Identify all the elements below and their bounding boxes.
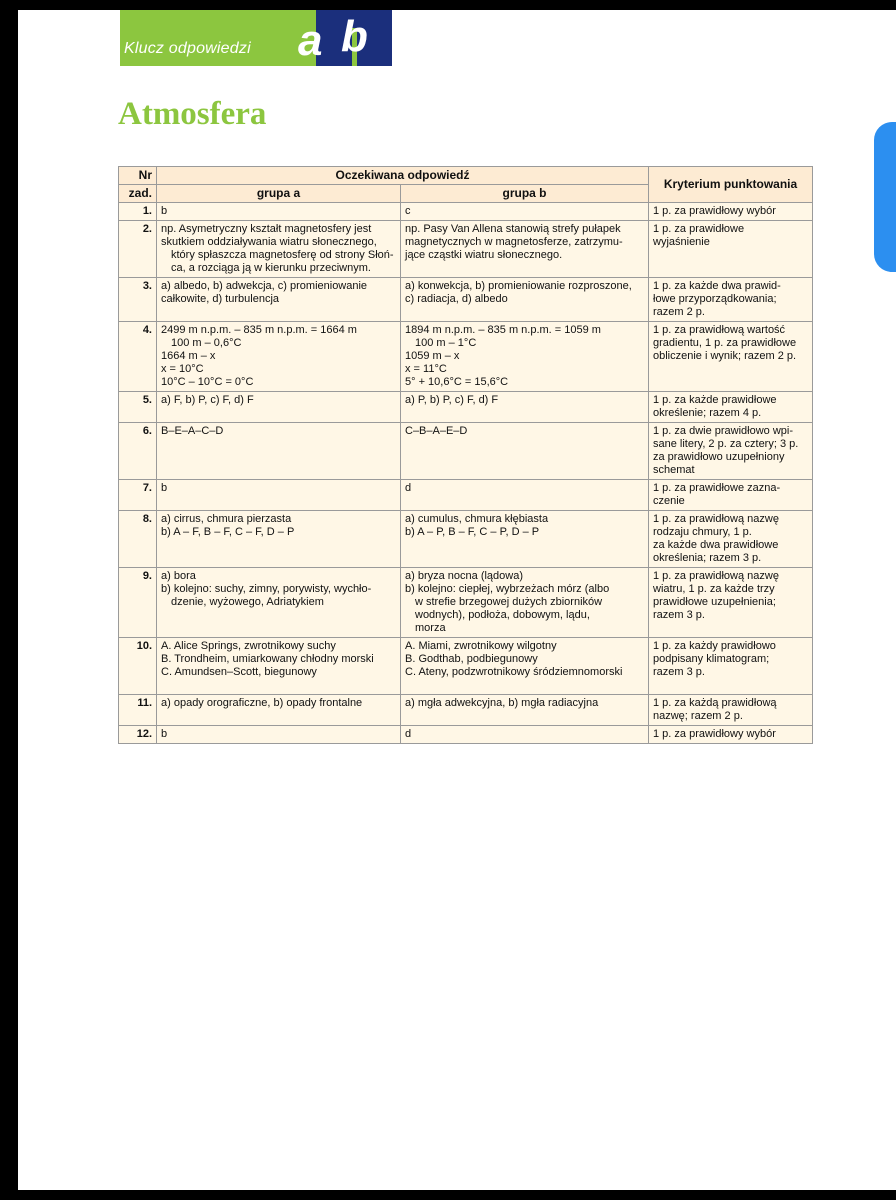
task-number: 1. (119, 203, 157, 221)
cell-line: a) cirrus, chmura pierzasta (161, 513, 292, 525)
cell-line: 5° + 10,6°C = 15,6°C (405, 376, 509, 388)
scoring-criterion (649, 203, 813, 221)
cell-line: x = 10°C (161, 363, 204, 375)
header-criteria: Kryterium punktowania (649, 167, 813, 203)
cell-line: a) albedo, b) adwekcja, c) promieniowanie (161, 280, 368, 292)
cell-line: 1 p. za prawidłową nazwę (653, 570, 779, 582)
answer-group-b (401, 568, 649, 638)
cell-line: d (405, 728, 412, 740)
cell-spacer (405, 679, 644, 692)
cell-line: razem 3 p. (653, 666, 705, 678)
task-number: 9. (119, 568, 157, 638)
cell-line: 1 p. za prawidłową nazwę (653, 513, 779, 525)
answer-group-a (157, 726, 401, 744)
task-number: 4. (119, 322, 157, 392)
cell-line: 1 p. za prawidłowe zazna- (653, 482, 781, 494)
scoring-criterion (649, 480, 813, 511)
cell-line: magnetycznych w magnetosferze, zatrzymu- (405, 236, 623, 248)
banner-label: Klucz odpowiedzi (124, 40, 251, 57)
answer-group-a (157, 638, 401, 695)
task-number: 2. (119, 221, 157, 278)
cell-line: a) opady orograficzne, b) opady frontalne (161, 697, 363, 709)
table-row (119, 480, 813, 511)
cell-line: A. Alice Springs, zwrotnikowy suchy (161, 640, 336, 652)
cell-line: b) kolejno: ciepłej, wybrzeżach mórz (albo (405, 583, 610, 595)
cell-line: a) cumulus, chmura kłębiasta (405, 513, 549, 525)
cell-line: sane litery, 2 p. za cztery; 3 p. (653, 438, 799, 450)
cell-line: schemat (653, 464, 695, 476)
cell-line: b (161, 205, 168, 217)
cell-line: np. Pasy Van Allena stanowią strefy pułapek (405, 223, 621, 235)
cell-line: obliczenie i wynik; razem 2 p. (653, 350, 797, 362)
cell-line: 100 m – 0,6°C (171, 337, 242, 349)
answer-group-b (401, 726, 649, 744)
task-number: 8. (119, 511, 157, 568)
cell-spacer (405, 710, 644, 723)
cell-line: 1059 m – x (405, 350, 460, 362)
cell-line: a) bora (161, 570, 196, 582)
cell-spacer (161, 710, 396, 723)
cell-line: całkowite, d) turbulencja (161, 293, 280, 305)
answer-group-a (157, 695, 401, 726)
cell-spacer (161, 306, 396, 319)
table-row (119, 278, 813, 322)
cell-line: a) bryza nocna (lądowa) (405, 570, 524, 582)
cell-line: czenie (653, 495, 685, 507)
page-title: Atmosfera (118, 96, 267, 132)
cell-line: x = 11°C (405, 363, 447, 375)
scoring-criterion (649, 221, 813, 278)
cell-line: b (161, 728, 168, 740)
cell-line: 10°C – 10°C = 0°C (161, 376, 254, 388)
cell-line: 1894 m n.p.m. – 835 m n.p.m. = 1059 m (405, 324, 601, 336)
scoring-criterion (649, 278, 813, 322)
cell-line: d (405, 482, 412, 494)
answer-group-a (157, 511, 401, 568)
cell-line: nazwę; razem 2 p. (653, 710, 743, 722)
table-row (119, 511, 813, 568)
scoring-criterion (649, 423, 813, 480)
task-number: 10. (119, 638, 157, 695)
cell-line: 2499 m n.p.m. – 835 m n.p.m. = 1664 m (161, 324, 357, 336)
cell-line: a) P, b) P, c) F, d) F (405, 394, 499, 406)
answer-group-a (157, 392, 401, 423)
cell-line: A. Miami, zwrotnikowy wilgotny (405, 640, 557, 652)
cell-line: za prawidłowo uzupełniony (653, 451, 785, 463)
table-body (119, 203, 813, 744)
table-row (119, 423, 813, 480)
cell-line: b) A – P, B – F, C – P, D – P (405, 526, 540, 538)
header-group-b: grupa b (401, 185, 649, 203)
cell-line: rodzaju chmury, 1 p. (653, 526, 752, 538)
cell-line: B. Trondheim, umiarkowany chłodny morski (161, 653, 374, 665)
answer-group-a (157, 423, 401, 480)
cell-line: wyjaśnienie (653, 236, 710, 248)
cell-line: razem 2 p. (653, 306, 705, 318)
task-number: 7. (119, 480, 157, 511)
answer-group-b (401, 322, 649, 392)
scoring-criterion (649, 392, 813, 423)
cell-line: dzenie, wyżowego, Adriatykiem (171, 596, 324, 608)
table-row (119, 203, 813, 221)
cell-line: 1664 m – x (161, 350, 216, 362)
document-page (18, 10, 896, 1190)
cell-line: c (405, 205, 411, 217)
cell-line: który spłaszcza magnetosferę od strony Słoń- (171, 249, 394, 261)
cell-line: C–B–A–E–D (405, 425, 468, 437)
cell-line: B. Godthab, podbiegunowy (405, 653, 538, 665)
answer-group-a (157, 480, 401, 511)
cell-line: określenie; razem 4 p. (653, 407, 762, 419)
scoring-criterion (649, 726, 813, 744)
cell-line: a) mgła adwekcyjna, b) mgła radiacyjna (405, 697, 599, 709)
table-row (119, 568, 813, 638)
answer-group-b (401, 423, 649, 480)
cell-line: b) kolejno: suchy, zimny, porywisty, wychło- (161, 583, 372, 595)
cell-line: b) A – F, B – F, C – F, D – P (161, 526, 295, 538)
cell-line: gradientu, 1 p. za prawidłowe (653, 337, 797, 349)
task-number: 12. (119, 726, 157, 744)
cell-line: 1 p. za prawidłowy wybór (653, 728, 776, 740)
scoring-criterion (649, 511, 813, 568)
task-number: 5. (119, 392, 157, 423)
answer-group-b (401, 480, 649, 511)
answer-group-b (401, 695, 649, 726)
scoring-criterion (649, 322, 813, 392)
cell-line: a) F, b) P, c) F, d) F (161, 394, 254, 406)
answer-group-b (401, 278, 649, 322)
cell-spacer (405, 306, 644, 319)
cell-line: np. Asymetryczny kształt magnetosfery jest (161, 223, 372, 235)
cell-line: ca, a rozciąga ją w kierunku przeciwnym. (171, 262, 371, 274)
banner-letter-b: b (341, 12, 368, 61)
table-row (119, 322, 813, 392)
answer-group-a (157, 278, 401, 322)
answer-group-b (401, 203, 649, 221)
cell-line: określenia; razem 3 p. (653, 552, 762, 564)
cell-line: 1 p. za prawidłowe (653, 223, 745, 235)
table-row (119, 726, 813, 744)
answer-group-b (401, 392, 649, 423)
task-number: 3. (119, 278, 157, 322)
scoring-criterion (649, 638, 813, 695)
cell-line: a) konwekcja, b) promieniowanie rozproszone, (405, 280, 632, 292)
answer-group-a (157, 322, 401, 392)
scoring-criterion (649, 568, 813, 638)
cell-line: skutkiem oddziaływania wiatru słonecznego, (161, 236, 377, 248)
cell-spacer (161, 679, 396, 692)
header-zad: zad. (119, 185, 157, 203)
table-row (119, 221, 813, 278)
side-tab[interactable] (874, 122, 896, 272)
table-row (119, 392, 813, 423)
header-expected-answer: Oczekiwana odpowiedź (157, 167, 649, 185)
cell-line: prawidłowe uzupełnienia; (653, 596, 776, 608)
scoring-criterion (649, 695, 813, 726)
cell-line: c) radiacja, d) albedo (405, 293, 508, 305)
answer-group-a (157, 568, 401, 638)
cell-line: w strefie brzegowej dużych zbiorników (415, 596, 603, 608)
header-nr: Nr (119, 167, 157, 185)
table-header-row (119, 167, 813, 185)
answer-group-b (401, 221, 649, 278)
cell-line: wodnych), podłoża, dobowym, lądu, (415, 609, 590, 621)
cell-line: C. Ateny, podzwrotnikowy śródziemnomorski (405, 666, 623, 678)
answer-key-table (118, 166, 813, 744)
cell-line: 1 p. za prawidłowy wybór (653, 205, 776, 217)
answer-group-a (157, 221, 401, 278)
cell-line: 1 p. za każdy prawidłowo (653, 640, 776, 652)
banner-letter-a: a (298, 16, 323, 65)
cell-line: C. Amundsen–Scott, biegunowy (161, 666, 317, 678)
table-row (119, 638, 813, 695)
cell-line: razem 3 p. (653, 609, 705, 621)
cell-line: 1 p. za każde dwa prawid- (653, 280, 781, 292)
cell-line: 1 p. za każde prawidłowe (653, 394, 777, 406)
cell-line: 1 p. za każdą prawidłową (653, 697, 777, 709)
answer-group-a (157, 203, 401, 221)
cell-line: B–E–A–C–D (161, 425, 224, 437)
task-number: 11. (119, 695, 157, 726)
answer-group-b (401, 638, 649, 695)
cell-line: morza (415, 622, 446, 634)
cell-line: 1 p. za prawidłową wartość (653, 324, 786, 336)
cell-line: za każde dwa prawidłowe (653, 539, 779, 551)
header-group-a: grupa a (157, 185, 401, 203)
cell-line: łowe przyporządkowania; (653, 293, 777, 305)
cell-line: 100 m – 1°C (415, 337, 477, 349)
cell-line: 1 p. za dwie prawidłowo wpi- (653, 425, 794, 437)
cell-line: podpisany klimatogram; (653, 653, 770, 665)
answer-group-b (401, 511, 649, 568)
cell-line: jące cząstki wiatru słonecznego. (405, 249, 563, 261)
cell-line: b (161, 482, 168, 494)
table-row (119, 695, 813, 726)
task-number: 6. (119, 423, 157, 480)
cell-line: wiatru, 1 p. za każde trzy (653, 583, 775, 595)
